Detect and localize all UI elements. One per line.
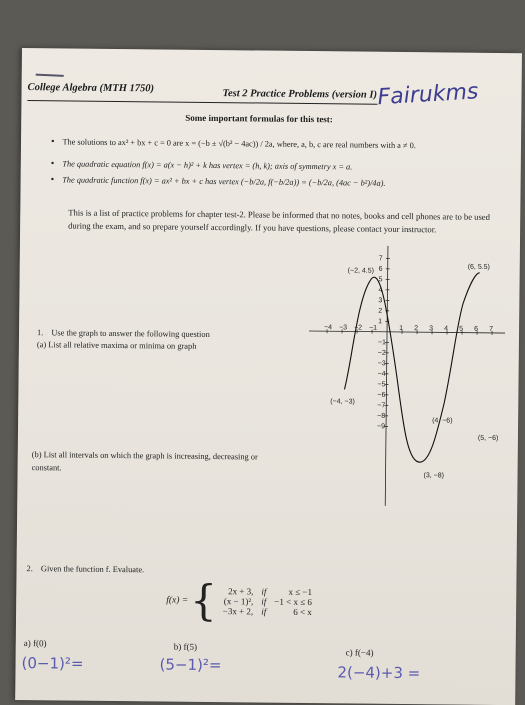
y-tick-label: 6 [379, 266, 383, 273]
question-2-text: Given the function f. Evaluate. [41, 564, 144, 574]
piece-cond: x ≤ −1 [270, 587, 316, 597]
label-point-5-neg6: (5, −6) [478, 435, 499, 442]
y-tick-label: −3 [378, 360, 386, 367]
graph-axes [307, 245, 506, 507]
x-tick-label: −3 [339, 324, 347, 331]
header-rule [27, 100, 377, 105]
y-tick-label: −5 [377, 381, 385, 388]
question-2-number: 2. [27, 564, 33, 573]
bullet-icon: • [51, 136, 55, 147]
y-tick-label: −7 [377, 402, 385, 409]
question-1-number: 1. [37, 328, 43, 337]
formulas-title: Some important formulas for this test: [185, 113, 333, 125]
point-labels [330, 262, 501, 480]
x-tick-label: 5 [459, 326, 463, 333]
part-b-handwritten: (5−1)²= [159, 655, 221, 674]
label-point-left-end: (−4, −3) [330, 398, 355, 405]
bullet-icon: • [51, 158, 55, 169]
formula-standard-vertex [51, 174, 386, 189]
piece-cond: −1 < x ≤ 6 [270, 597, 316, 607]
formula-2-text: The quadratic equation f(x) = a(x − h)² + k has vertex = (h, k); axis of symmetry x = a. [62, 159, 352, 171]
piece-expr: −3x + 2, [219, 606, 258, 616]
part-c-handwritten: 2(−4)+3 = [337, 663, 420, 682]
piece-if: if [257, 606, 270, 616]
formula-quadratic-solutions [51, 136, 416, 151]
y-tick-label: 5 [379, 276, 383, 283]
x-tick-label: 1 [399, 325, 403, 332]
x-tick-label: −2 [354, 324, 362, 331]
formula-1-text: The solutions to ax² + bx + c = 0 are x = (−b ± √(b² − 4ac)) / 2a, where, a, b, c are real numbers with a ≠ 0. [62, 137, 415, 150]
y-tick-label: −4 [378, 371, 386, 378]
y-tick-label: −6 [377, 392, 385, 399]
x-tick-label: 7 [489, 326, 493, 333]
x-tick-label: −4 [324, 324, 332, 331]
x-tick-label: −1 [369, 325, 377, 332]
part-b-label: b) f(5) [174, 642, 197, 652]
formula-vertex-form [51, 158, 353, 172]
bullet-icon: • [51, 174, 55, 185]
graph-curve [344, 271, 480, 462]
y-tick-label: −9 [377, 423, 385, 430]
piece-expr: (x − 1)², [219, 596, 258, 606]
piece-if: if [257, 586, 270, 596]
piecewise-fx: f(x) = [166, 596, 188, 606]
x-tick-label: 6 [474, 326, 478, 333]
part-a-handwritten: (0−1)²= [21, 654, 83, 673]
piecewise-table [219, 586, 316, 617]
piece-if: if [257, 596, 270, 606]
y-tick-label: 1 [378, 318, 382, 325]
label-point-right-end: (6, 5.5) [468, 264, 490, 271]
label-point-local-max: (−2, 4.5) [348, 267, 374, 274]
corner-pen-mark [36, 74, 64, 77]
part-a-label: a) f(0) [24, 638, 47, 648]
intro-paragraph: This is a list of practice problems for chapter test-2. Please be informed that no notes, books and cell phones are to be used during the exam, and so prepare yourself accordingly. If you have questions, please contact your instructor. [68, 206, 508, 237]
question-1 [37, 328, 210, 339]
left-brace-icon: { [190, 580, 217, 622]
y-tick-label: 7 [379, 255, 383, 262]
handwritten-signature: Fairukms [377, 79, 479, 110]
y-tick-label: 3 [378, 297, 382, 304]
y-tick-label: −1 [378, 339, 386, 346]
piecewise-row [219, 606, 316, 617]
y-tick-label: −2 [378, 350, 386, 357]
course-title: College Algebra (MTH 1750) [28, 82, 155, 94]
x-tick-label: 4 [444, 325, 448, 332]
y-axis [385, 246, 388, 506]
question-1-text: Use the graph to answer the following question [51, 328, 209, 339]
worksheet-paper [15, 48, 522, 705]
test-title: Test 2 Practice Problems (version I) [222, 88, 377, 101]
label-point-local-min: (3, −8) [424, 472, 445, 479]
label-point-4-neg6: (4, −6) [432, 417, 453, 424]
y-tick-label: −8 [377, 413, 385, 420]
piece-expr: 2x + 3, [219, 586, 258, 596]
piece-cond: 6 < x [270, 607, 316, 617]
question-1b: (b) List all intervals on which the graph is increasing, decreasing or constant. [32, 448, 272, 477]
function-graph [305, 241, 508, 511]
x-tick-label: 3 [429, 325, 433, 332]
question-2 [27, 564, 145, 574]
x-tick-label: 2 [414, 325, 418, 332]
piecewise-function [166, 580, 316, 624]
question-1a: (a) List all relative maxima or minima on graph [37, 340, 197, 351]
part-c-label: c) f(−4) [346, 647, 374, 657]
formula-3-text: The quadratic function f(x) = ax² + bx + c has vertex (−b/2a, f(−b/2a)) = (−b/2a, (4ac − b²)/4a). [62, 175, 385, 187]
y-tick-label: 4 [378, 287, 382, 294]
y-tick-label: 2 [378, 308, 382, 315]
